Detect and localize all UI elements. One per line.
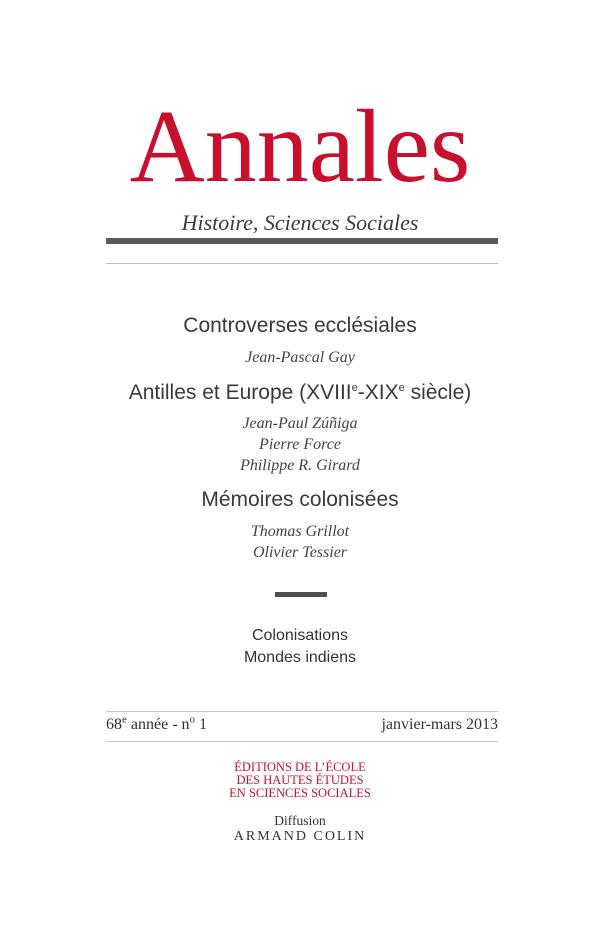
issue-year-rest: année - n: [126, 716, 190, 733]
section-divider: [275, 592, 327, 597]
section-title-1: Controverses ecclésiales: [183, 314, 417, 337]
publisher-line-3: EN SCIENCES SOCIALES: [229, 786, 371, 800]
author-2-2: Pierre Force: [259, 436, 341, 453]
section-title-2-part: Antilles et Europe (XVIII: [128, 381, 352, 404]
distributor-name: ARMAND COLIN: [233, 829, 367, 844]
distribution-label: Diffusion: [274, 813, 326, 828]
issue-year-num: 68: [106, 716, 122, 733]
journal-subtitle: Histoire, Sciences Sociales: [181, 210, 419, 235]
title-thin-rule: [106, 263, 498, 264]
title-rule: [106, 238, 498, 244]
section-title-2-part: siècle): [404, 381, 472, 404]
section-title-2-sup2: e: [398, 382, 405, 394]
author-1-1: Jean-Pascal Gay: [245, 349, 355, 366]
issue-bottom-rule: [106, 741, 498, 742]
author-2-1: Jean-Paul Zúñiga: [242, 415, 358, 432]
issue-number: [106, 713, 208, 734]
section-title-2: [0, 380, 600, 406]
issue-date: janvier-mars 2013: [381, 716, 498, 733]
author-2-3: Philippe R. Girard: [240, 457, 360, 474]
issue-year-sup: e: [122, 713, 127, 726]
section-title-2-sup1: e: [351, 382, 358, 394]
theme-2: Mondes indiens: [243, 649, 357, 666]
author-3-2: Olivier Tessier: [252, 544, 348, 561]
publisher-line-2: DES HAUTES ÉTUDES: [236, 773, 364, 787]
issue-num-sup: o: [189, 713, 196, 726]
section-title-2-part: -XIX: [357, 381, 399, 404]
section-title-3: Mémoires colonisées: [201, 488, 399, 511]
issue-top-rule: [106, 711, 498, 712]
publisher-line-1: ÉDITIONS DE L’ÉCOLE: [234, 760, 366, 774]
author-3-1: Thomas Grillot: [250, 523, 350, 540]
theme-1: Colonisations: [251, 627, 349, 644]
issue-num: 1: [195, 716, 208, 733]
journal-title: Annales: [129, 89, 471, 204]
